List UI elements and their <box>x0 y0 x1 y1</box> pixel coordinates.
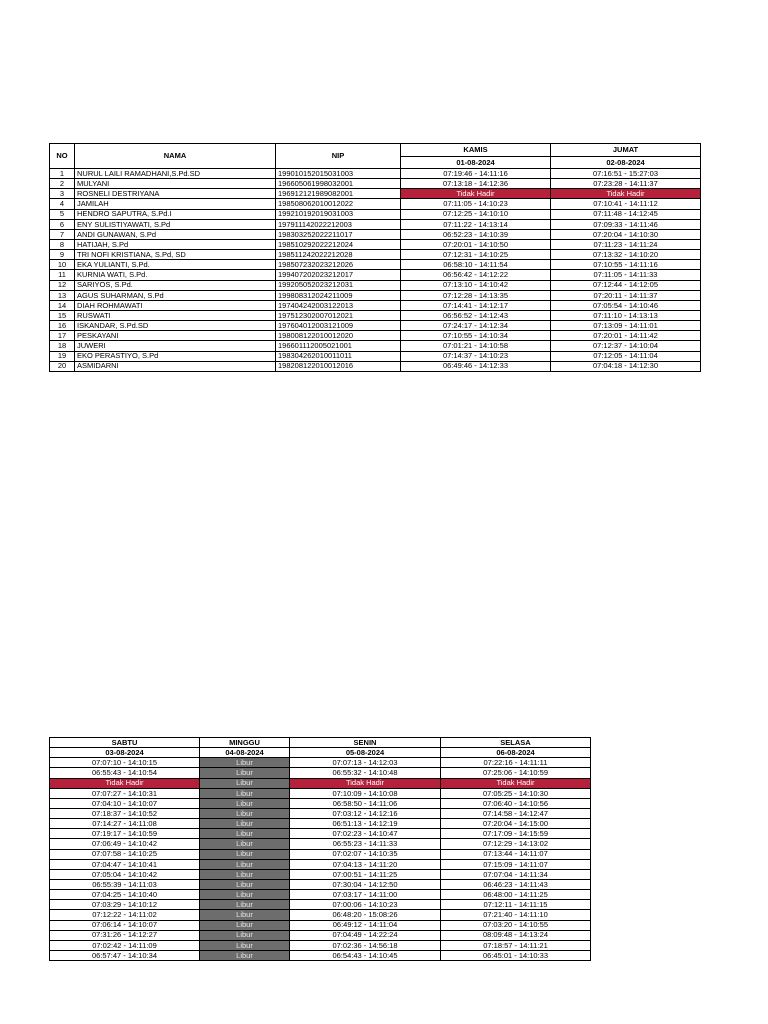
table-row <box>50 869 591 879</box>
header-day: MINGGU <box>200 738 290 748</box>
table-row <box>50 849 591 859</box>
employee-nip: 197604012003121009 <box>276 321 401 331</box>
employee-name: SARIYOS, S.Pd. <box>75 280 276 290</box>
header-no: NO <box>50 144 75 169</box>
attendance-cell: 06:48:20 - 15:08:26 <box>290 910 441 920</box>
attendance-cell: 07:13:10 - 14:10:42 <box>401 280 551 290</box>
attendance-cell: 08:09:48 - 14:13:24 <box>441 930 591 940</box>
table-row <box>50 758 591 768</box>
table-row <box>50 859 591 869</box>
attendance-cell: 07:04:13 - 14:11:20 <box>290 859 441 869</box>
table-row <box>50 778 591 788</box>
header-date: 04-08-2024 <box>200 748 290 758</box>
table-row <box>50 920 591 930</box>
table-row <box>50 239 701 249</box>
row-number: 11 <box>50 270 75 280</box>
row-number: 4 <box>50 199 75 209</box>
header-day: JUMAT <box>551 144 701 157</box>
attendance-cell: 06:56:42 - 14:12:22 <box>401 270 551 280</box>
attendance-cell: 07:13:44 - 14:11:07 <box>441 849 591 859</box>
attendance-cell: 06:55:32 - 14:10:48 <box>290 768 441 778</box>
employee-nip: 196912121989082001 <box>276 189 401 199</box>
table-row <box>50 260 701 270</box>
table-row <box>50 290 701 300</box>
attendance-cell: 07:02:23 - 14:10:47 <box>290 829 441 839</box>
attendance-cell: Tidak Hadir <box>551 189 701 199</box>
table-row <box>50 169 701 179</box>
attendance-cell: 07:20:01 - 14:10:50 <box>401 239 551 249</box>
employee-nip: 198507232023212026 <box>276 260 401 270</box>
employee-name: NURUL LAILI RAMADHANI,S.Pd.SD <box>75 169 276 179</box>
attendance-cell: 07:10:55 - 14:10:34 <box>401 331 551 341</box>
attendance-cell: 07:24:17 - 14:12:34 <box>401 321 551 331</box>
attendance-cell: 07:19:17 - 14:10:59 <box>50 829 200 839</box>
row-number: 17 <box>50 331 75 341</box>
employee-name: DIAH ROHMAWATI <box>75 300 276 310</box>
table-row <box>50 209 701 219</box>
attendance-cell: Libur <box>200 849 290 859</box>
header-date: 02-08-2024 <box>551 156 701 169</box>
attendance-cell: Libur <box>200 758 290 768</box>
row-number: 8 <box>50 239 75 249</box>
table-row <box>50 351 701 361</box>
attendance-cell: 07:16:51 - 15:27:03 <box>551 169 701 179</box>
employee-name: HATIJAH, S.Pd <box>75 239 276 249</box>
attendance-cell: 07:20:04 - 14:15:00 <box>441 819 591 829</box>
header-day: SENIN <box>290 738 441 748</box>
attendance-cell: 07:18:37 - 14:10:52 <box>50 808 200 818</box>
employee-nip: 197911142022212003 <box>276 219 401 229</box>
attendance-cell: 07:11:05 - 14:10:23 <box>401 199 551 209</box>
table-row <box>50 270 701 280</box>
attendance-cell: 07:06:14 - 14:10:07 <box>50 920 200 930</box>
header-day: KAMIS <box>401 144 551 157</box>
table-row <box>50 910 591 920</box>
row-number: 3 <box>50 189 75 199</box>
attendance-cell: Libur <box>200 768 290 778</box>
attendance-cell: 07:11:22 - 14:13:14 <box>401 219 551 229</box>
attendance-cell: 06:51:13 - 14:12:19 <box>290 819 441 829</box>
attendance-cell: Libur <box>200 940 290 950</box>
row-number: 12 <box>50 280 75 290</box>
employee-name: KURNIA WATI, S.Pd. <box>75 270 276 280</box>
header-date: 01-08-2024 <box>401 156 551 169</box>
table-row <box>50 808 591 818</box>
attendance-cell: 06:55:23 - 14:11:33 <box>290 839 441 849</box>
table-row <box>50 839 591 849</box>
attendance-cell: 07:12:05 - 14:11:04 <box>551 351 701 361</box>
employee-nip: 199407202023212017 <box>276 270 401 280</box>
attendance-cell: 07:04:49 - 14:22:24 <box>290 930 441 940</box>
employee-nip: 197404242003122013 <box>276 300 401 310</box>
table-row <box>50 361 701 371</box>
table-row <box>50 280 701 290</box>
attendance-cell: 07:11:48 - 14:12:45 <box>551 209 701 219</box>
row-number: 13 <box>50 290 75 300</box>
attendance-cell: 07:00:06 - 14:10:23 <box>290 900 441 910</box>
row-number: 6 <box>50 219 75 229</box>
attendance-cell: 07:12:11 - 14:11:15 <box>441 900 591 910</box>
table-row <box>50 300 701 310</box>
attendance-cell: 07:25:06 - 14:10:59 <box>441 768 591 778</box>
row-number: 9 <box>50 250 75 260</box>
attendance-cell: 07:05:54 - 14:10:46 <box>551 300 701 310</box>
employee-name: ANDI GUNAWAN, S.Pd <box>75 229 276 239</box>
attendance-cell: Tidak Hadir <box>290 778 441 788</box>
employee-nip: 199205052023212031 <box>276 280 401 290</box>
employee-name: ENY SULISTIYAWATI, S.Pd <box>75 219 276 229</box>
table-row <box>50 890 591 900</box>
employee-nip: 198304262010011011 <box>276 351 401 361</box>
table-row <box>50 229 701 239</box>
attendance-cell: 07:14:37 - 14:10:23 <box>401 351 551 361</box>
table-row <box>50 321 701 331</box>
attendance-cell: 07:05:04 - 14:10:42 <box>50 869 200 879</box>
employee-name: AGUS SUHARMAN, S.Pd <box>75 290 276 300</box>
employee-nip: 198511242022212028 <box>276 250 401 260</box>
table-row <box>50 341 701 351</box>
header-date: 03-08-2024 <box>50 748 200 758</box>
attendance-cell: 06:46:23 - 14:11:43 <box>441 879 591 889</box>
attendance-cell: 07:14:58 - 14:12:47 <box>441 808 591 818</box>
attendance-cell: 07:12:44 - 14:12:05 <box>551 280 701 290</box>
attendance-cell: Libur <box>200 930 290 940</box>
table-row <box>50 819 591 829</box>
attendance-cell: 07:18:57 - 14:11:21 <box>441 940 591 950</box>
employee-name: ASMIDARNI <box>75 361 276 371</box>
attendance-cell: 07:04:47 - 14:10:41 <box>50 859 200 869</box>
attendance-cell: 06:56:52 - 14:12:43 <box>401 310 551 320</box>
attendance-cell: 07:01:21 - 14:10:58 <box>401 341 551 351</box>
header-day: SABTU <box>50 738 200 748</box>
attendance-cell: 07:02:42 - 14:11:09 <box>50 940 200 950</box>
attendance-cell: Tidak Hadir <box>50 778 200 788</box>
attendance-table-1-body <box>50 169 701 372</box>
header-date: 06-08-2024 <box>441 748 591 758</box>
attendance-cell: 07:13:09 - 14:11:01 <box>551 321 701 331</box>
attendance-cell: 06:55:39 - 14:11:03 <box>50 879 200 889</box>
attendance-cell: Libur <box>200 879 290 889</box>
row-number: 2 <box>50 179 75 189</box>
attendance-cell: 06:55:43 - 14:10:54 <box>50 768 200 778</box>
attendance-cell: 06:52:23 - 14:10:39 <box>401 229 551 239</box>
attendance-cell: 06:49:46 - 14:12:33 <box>401 361 551 371</box>
attendance-cell: 07:22:16 - 14:11:11 <box>441 758 591 768</box>
attendance-table-1 <box>49 143 701 372</box>
attendance-table-2-body <box>50 758 591 961</box>
attendance-cell: 07:11:23 - 14:11:24 <box>551 239 701 249</box>
row-number: 18 <box>50 341 75 351</box>
employee-nip: 198508062010012022 <box>276 199 401 209</box>
employee-nip: 199808312024211009 <box>276 290 401 300</box>
row-number: 20 <box>50 361 75 371</box>
attendance-cell: Libur <box>200 778 290 788</box>
employee-name: EKA YULIANTI, S.Pd. <box>75 260 276 270</box>
attendance-cell: Libur <box>200 900 290 910</box>
row-number: 14 <box>50 300 75 310</box>
employee-name: PESKAYANI <box>75 331 276 341</box>
employee-nip: 198303252022211017 <box>276 229 401 239</box>
employee-name: JUWERI <box>75 341 276 351</box>
employee-name: HENDRO SAPUTRA, S.Pd.I <box>75 209 276 219</box>
employee-name: ROSNELI DESTRIYANA <box>75 189 276 199</box>
table-row <box>50 788 591 798</box>
attendance-cell: 07:12:25 - 14:10:10 <box>401 209 551 219</box>
attendance-cell: 07:11:05 - 14:11:33 <box>551 270 701 280</box>
attendance-cell: 07:03:12 - 14:12:16 <box>290 808 441 818</box>
table-row <box>50 179 701 189</box>
row-number: 5 <box>50 209 75 219</box>
attendance-cell: 07:07:04 - 14:11:34 <box>441 869 591 879</box>
header-nama: NAMA <box>75 144 276 169</box>
table-row <box>50 798 591 808</box>
attendance-cell: 07:12:28 - 14:13:35 <box>401 290 551 300</box>
employee-nip: 196601112005021001 <box>276 341 401 351</box>
attendance-cell: 07:04:10 - 14:10:07 <box>50 798 200 808</box>
attendance-cell: 07:19:46 - 14:11:16 <box>401 169 551 179</box>
employee-nip: 199210192019031003 <box>276 209 401 219</box>
attendance-cell: 07:04:25 - 14:10:40 <box>50 890 200 900</box>
table-row <box>50 900 591 910</box>
attendance-cell: 06:45:01 - 14:10:33 <box>441 950 591 960</box>
header-day: SELASA <box>441 738 591 748</box>
table-row <box>50 219 701 229</box>
table-row <box>50 940 591 950</box>
table-row <box>50 950 591 960</box>
attendance-cell: 07:30:04 - 14:12:50 <box>290 879 441 889</box>
employee-nip: 199010152015031003 <box>276 169 401 179</box>
attendance-cell: Libur <box>200 829 290 839</box>
attendance-cell: 06:58:50 - 14:11:06 <box>290 798 441 808</box>
employee-name: RUSWATI <box>75 310 276 320</box>
attendance-cell: Libur <box>200 808 290 818</box>
attendance-cell: 07:10:55 - 14:11:16 <box>551 260 701 270</box>
attendance-cell: 07:31:26 - 14:12:27 <box>50 930 200 940</box>
attendance-cell: Libur <box>200 869 290 879</box>
header-nip: NIP <box>276 144 401 169</box>
attendance-cell: 07:09:33 - 14:11:46 <box>551 219 701 229</box>
attendance-cell: 07:03:17 - 14:11:00 <box>290 890 441 900</box>
table-row <box>50 331 701 341</box>
attendance-cell: 07:07:27 - 14:10:31 <box>50 788 200 798</box>
table-row <box>50 879 591 889</box>
attendance-cell: 07:03:20 - 14:10:55 <box>441 920 591 930</box>
employee-name: EKO PERASTIYO, S.Pd <box>75 351 276 361</box>
table-row <box>50 189 701 199</box>
attendance-cell: Libur <box>200 819 290 829</box>
attendance-cell: 06:49:12 - 14:11:04 <box>290 920 441 930</box>
table-row <box>50 768 591 778</box>
attendance-cell: 07:00:51 - 14:11:25 <box>290 869 441 879</box>
header-dates-row <box>50 748 591 758</box>
row-number: 19 <box>50 351 75 361</box>
attendance-cell: 07:07:58 - 14:10:25 <box>50 849 200 859</box>
employee-name: MULYANI <box>75 179 276 189</box>
attendance-cell: 06:58:10 - 14:11:54 <box>401 260 551 270</box>
attendance-cell: 07:20:01 - 14:11:42 <box>551 331 701 341</box>
row-number: 1 <box>50 169 75 179</box>
attendance-cell: Libur <box>200 950 290 960</box>
table-row <box>50 829 591 839</box>
attendance-cell: Libur <box>200 859 290 869</box>
attendance-cell: 07:07:10 - 14:10:15 <box>50 758 200 768</box>
attendance-cell: 07:02:36 - 14:56:18 <box>290 940 441 950</box>
row-number: 16 <box>50 321 75 331</box>
attendance-cell: 07:11:10 - 14:13:13 <box>551 310 701 320</box>
attendance-cell: 07:12:31 - 14:10:25 <box>401 250 551 260</box>
attendance-cell: Libur <box>200 910 290 920</box>
attendance-cell: 07:21:40 - 14:11:10 <box>441 910 591 920</box>
attendance-cell: 07:07:13 - 14:12:03 <box>290 758 441 768</box>
employee-name: JAMILAH <box>75 199 276 209</box>
attendance-cell: 07:20:11 - 14:11:37 <box>551 290 701 300</box>
table-row <box>50 310 701 320</box>
attendance-cell: Libur <box>200 788 290 798</box>
row-number: 10 <box>50 260 75 270</box>
attendance-cell: 07:10:09 - 14:10:08 <box>290 788 441 798</box>
attendance-cell: Tidak Hadir <box>441 778 591 788</box>
attendance-cell: Libur <box>200 920 290 930</box>
attendance-cell: Libur <box>200 890 290 900</box>
attendance-cell: 06:48:00 - 14:11:25 <box>441 890 591 900</box>
attendance-cell: 07:06:49 - 14:10:42 <box>50 839 200 849</box>
row-number: 15 <box>50 310 75 320</box>
row-number: 7 <box>50 229 75 239</box>
attendance-cell: 07:13:32 - 14:10:20 <box>551 250 701 260</box>
attendance-cell: 07:12:29 - 14:13:02 <box>441 839 591 849</box>
attendance-cell: 07:05:25 - 14:10:30 <box>441 788 591 798</box>
attendance-cell: 07:14:41 - 14:12:17 <box>401 300 551 310</box>
attendance-cell: 07:17:09 - 14:15:59 <box>441 829 591 839</box>
attendance-cell: 07:06:40 - 14:10:56 <box>441 798 591 808</box>
employee-name: TRI NOFI KRISTIANA, S.Pd, SD <box>75 250 276 260</box>
employee-nip: 198510292022212024 <box>276 239 401 249</box>
attendance-cell: 07:20:04 - 14:10:30 <box>551 229 701 239</box>
attendance-cell: 06:54:43 - 14:10:45 <box>290 950 441 960</box>
employee-nip: 198008122010012020 <box>276 331 401 341</box>
employee-nip: 196605061998032001 <box>276 179 401 189</box>
attendance-cell: 07:23:28 - 14:11:37 <box>551 179 701 189</box>
table-row <box>50 199 701 209</box>
attendance-cell: Libur <box>200 839 290 849</box>
attendance-table-2 <box>49 737 591 961</box>
attendance-cell: 07:12:37 - 14:10:04 <box>551 341 701 351</box>
attendance-cell: 07:04:18 - 14:12:30 <box>551 361 701 371</box>
header-days-row <box>50 738 591 748</box>
attendance-cell: 07:15:09 - 14:11:07 <box>441 859 591 869</box>
attendance-cell: 07:14:27 - 14:11:08 <box>50 819 200 829</box>
attendance-cell: Tidak Hadir <box>401 189 551 199</box>
employee-nip: 197512302007012021 <box>276 310 401 320</box>
attendance-cell: 07:03:29 - 14:10:12 <box>50 900 200 910</box>
attendance-cell: 07:13:18 - 14:12:36 <box>401 179 551 189</box>
employee-nip: 198208122010012016 <box>276 361 401 371</box>
attendance-cell: 06:57:47 - 14:10:34 <box>50 950 200 960</box>
header-date: 05-08-2024 <box>290 748 441 758</box>
attendance-cell: 07:02:07 - 14:10:35 <box>290 849 441 859</box>
attendance-cell: 07:10:41 - 14:11:12 <box>551 199 701 209</box>
attendance-cell: 07:12:22 - 14:11:02 <box>50 910 200 920</box>
attendance-cell: Libur <box>200 798 290 808</box>
employee-name: ISKANDAR, S.Pd.SD <box>75 321 276 331</box>
table-row <box>50 930 591 940</box>
table-row <box>50 250 701 260</box>
